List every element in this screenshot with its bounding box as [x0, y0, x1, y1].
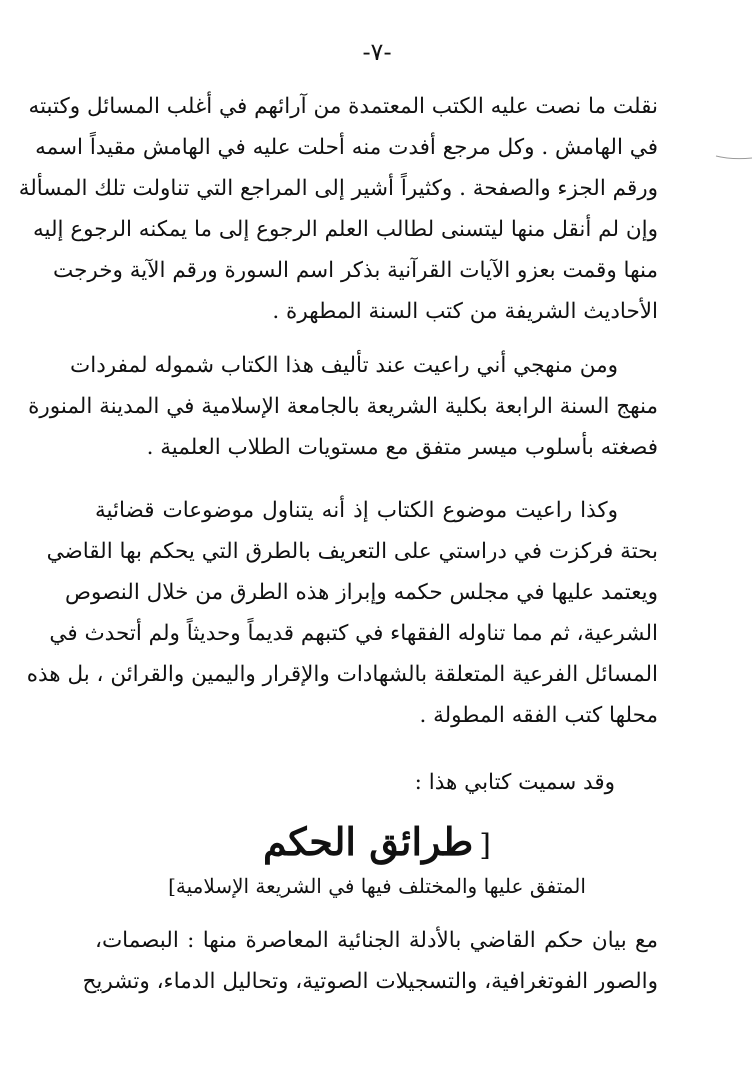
paragraph-line: منهج السنة الرابعة بكلية الشريعة بالجامعة الإسلامية في المدينة المنورة	[28, 394, 658, 419]
paragraph-closing	[82, 920, 658, 1002]
book-intro-line: وقد سميت كتابي هذا :	[414, 770, 615, 795]
paragraph-line: الأحاديث الشريفة من كتب السنة المطهرة .	[272, 299, 658, 324]
paragraph-line: فصغته بأسلوب ميسر متفق مع مستويات الطلاب العلمية .	[146, 435, 658, 460]
page-number: -٧-	[362, 38, 392, 66]
paragraph-line: وكذا راعيت موضوع الكتاب إذ أنه يتناول موضوعات قضائية	[95, 498, 618, 523]
paragraph-line: ومن منهجي أني راعيت عند تأليف هذا الكتاب شموله لمفردات	[70, 353, 618, 378]
paragraph-line: منها وقمت بعزو الآيات القرآنية بذكر اسم السورة ورقم الآية وخرجت	[52, 258, 658, 283]
paragraph-line: ورقم الجزء والصفحة . وكثيراً أشير إلى المراجع التي تناولت تلك المسألة	[18, 176, 658, 201]
paragraph-method	[28, 345, 658, 468]
paragraph-line: وإن لم أنقل منها ليتسنى لطالب العلم الرجوع إلى ما يمكنه الرجوع إليه	[32, 217, 658, 242]
paragraph-topic	[26, 490, 658, 736]
paragraph-sources	[18, 86, 658, 332]
paragraph-line: محلها كتب الفقه المطولة .	[419, 703, 658, 728]
paragraph-line: نقلت ما نصت عليه الكتب المعتمدة من آرائهم في أغلب المسائل وكتبته	[28, 94, 658, 119]
title-open-bracket: [	[479, 828, 491, 863]
paragraph-line: والصور الفوتغرافية، والتسجيلات الصوتية، وتحاليل الدماء، وتشريح	[82, 969, 658, 994]
book-title-text: طرائق الحكم	[263, 819, 474, 864]
paragraph-line: بحتة فركزت في دراستي على التعريف بالطرق التي يحكم بها القاضي	[46, 539, 658, 564]
paragraph-line: الشرعية، ثم مما تناوله الفقهاء في كتبهم قديماً وحديثاً ولم أتحدث في	[49, 621, 658, 646]
paragraph-line: مع بيان حكم القاضي بالأدلة الجنائية المعاصرة منها : البصمات،	[95, 928, 658, 953]
paragraph-line: ويعتمد عليها في مجلس حكمه وإبراز هذه الطرق من خلال النصوص	[65, 580, 658, 605]
scan-edge-mark	[714, 150, 754, 180]
paragraph-line: المسائل الفرعية المتعلقة بالشهادات والإقرار واليمين والقرائن ، بل هذه	[26, 662, 658, 687]
book-subtitle: المتفق عليها والمختلف فيها في الشريعة الإسلامية]	[168, 874, 586, 898]
paragraph-line: في الهامش . وكل مرجع أفدت منه أحلت عليه في الهامش مقيداً اسمه	[35, 135, 658, 160]
